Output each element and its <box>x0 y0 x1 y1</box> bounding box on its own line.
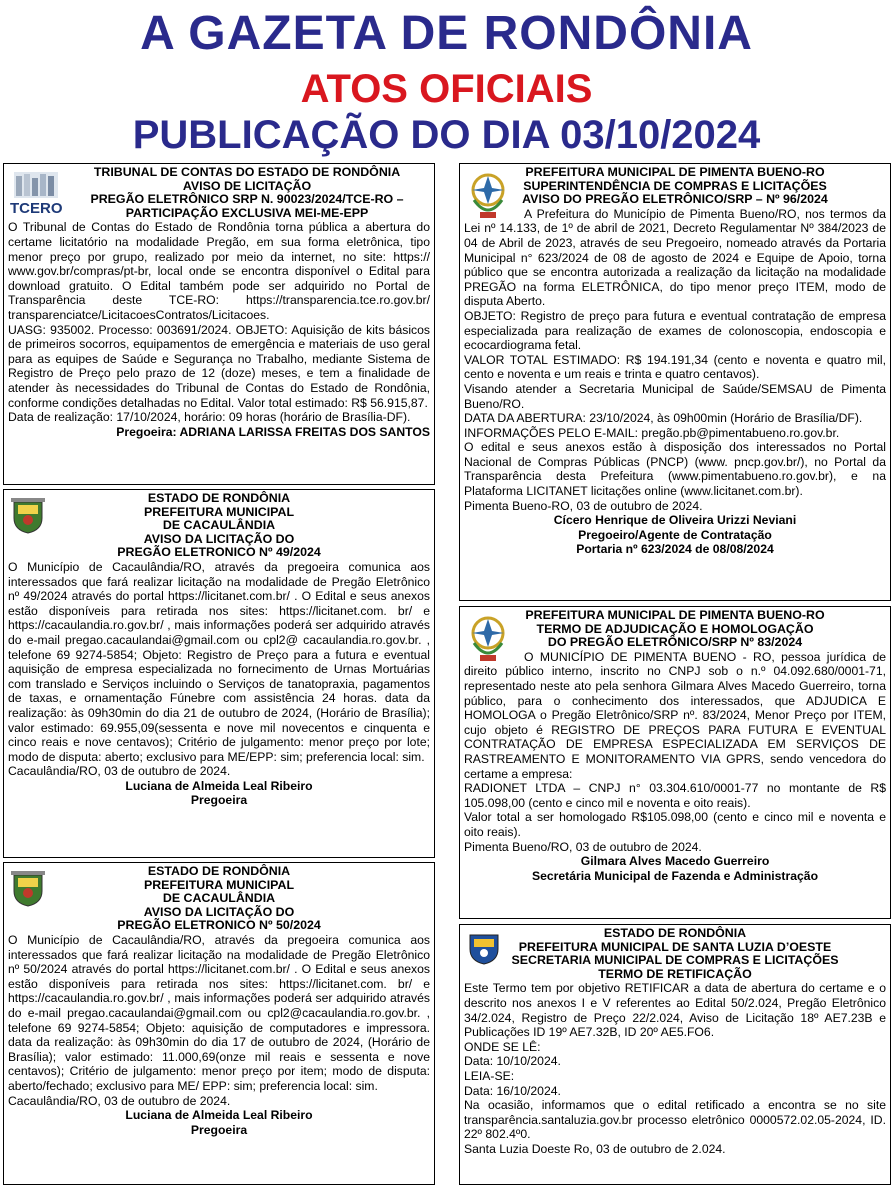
cac50-heading-4: AVISO DA LICITAÇÃO DO <box>143 904 295 919</box>
svg-text:TCERO: TCERO <box>10 200 63 217</box>
cac49-paragraph-2: Cacaulândia/RO, 03 de outubro de 2024. <box>8 764 231 779</box>
sl-paragraph-3: Data: 10/10/2024. <box>464 1054 561 1069</box>
cac50-heading-2: PREFEITURA MUNICIPAL <box>143 877 295 892</box>
pb96-paragraph-7: O edital e seus anexos estão à disposição dos interessados no Portal Nacional de Compras Públicas (PNCP) (www. pncp.gov.br/), no Portal da Transparência desta Prefeitura (www.pimentabueno.ro.gov.br), e na Plataforma LICITANET licitações online (www.licitanet.com.br). <box>464 440 886 499</box>
tcero-logo <box>8 170 64 218</box>
publication-date: PUBLICAÇÃO DO DIA 03/10/2024 <box>132 113 761 157</box>
tce-paragraph-3: Data de realização: 17/10/2024, horário: 09 horas (horário de Brasília-DF). <box>8 410 411 425</box>
cac50-paragraph-2: Cacaulândia/RO, 03 de outubro de 2024. <box>8 1093 231 1108</box>
cac50-heading-5: PREGÃO ELETRONICO Nº 50/2024 <box>117 918 321 933</box>
sl-paragraph-6: Na ocasião, informamos que o edital retificado a encontra se no site transparência.santaluzia.gov.br processo eletrônico 0000572.02.05-2024, ID. 22º 802.4º0. <box>464 1098 886 1142</box>
pb83-paragraph-4: Pimenta Bueno/RO, 03 de outubro de 2024. <box>464 839 702 854</box>
pb96-paragraph-4: Visando atender a Secretaria Municipal de Saúde/SEMSAU de Pimenta Bueno/RO. <box>464 381 886 411</box>
notice-tce <box>3 163 435 485</box>
pb96-heading-3: AVISO DO PREGÃO ELETRÔNICO/SRP – Nº 96/2024 <box>522 192 828 207</box>
pb83-heading-3: DO PREGÃO ELETRÔNICO/SRP Nº 83/2024 <box>547 635 803 650</box>
tce-heading-1: TRIBUNAL DE CONTAS DO ESTADO DE RONDÔNIA <box>93 165 401 179</box>
tce-heading-2: AVISO DE LICITAÇÃO <box>182 178 312 193</box>
sl-heading-2: PREFEITURA MUNICIPAL DE SANTA LUZIA D’OESTE <box>518 939 832 954</box>
cac49-signature-role: Pregoeira <box>190 793 248 808</box>
pb96-heading-1: PREFEITURA MUNICIPAL DE PIMENTA BUENO-RO <box>525 165 825 179</box>
pb83-paragraph-2: RADIONET LTDA – CNPJ n° 03.304.610/0001-77 no montante de R$ 105.098,00 (cento e cinco mil e noventa e oito reais). <box>464 781 886 810</box>
sl-paragraph-5: Data: 16/10/2024. <box>464 1083 561 1098</box>
pb83-heading-1: PREFEITURA MUNICIPAL DE PIMENTA BUENO-RO <box>525 608 825 622</box>
sl-paragraph-7: Santa Luzia Doeste Ro, 03 de outubro de 2.024. <box>464 1141 726 1156</box>
pb83-signature-role: Secretária Municipal de Fazenda e Administração <box>531 868 819 883</box>
cac49-heading-3: DE CACAULÂNDIA <box>162 518 276 533</box>
pb96-signature-role: Pregoeiro/Agente de Contratação <box>578 527 772 542</box>
tce-heading-3: PREGÃO ELETRÔNICO SRP N. 90023/2024/TCE-RO – <box>90 192 404 207</box>
cac49-heading-4: AVISO DA LICITAÇÃO DO <box>143 531 295 546</box>
cac49-heading-5: PREGÃO ELETRONICO Nº 49/2024 <box>117 545 321 560</box>
pb96-paragraph-6: INFORMAÇÕES PELO E-MAIL: pregão.pb@pimentabueno.ro.gov.br. <box>464 425 840 440</box>
cac49-signature-name: Luciana de Almeida Leal Ribeiro <box>125 778 313 793</box>
cac49-heading-2: PREFEITURA MUNICIPAL <box>143 504 295 519</box>
sl-heading-1: ESTADO DE RONDÔNIA <box>603 926 747 940</box>
pb96-paragraph-1: A Prefeitura do Município de Pimenta Bueno/RO, nos termos da Lei nº 14.133, de 1º de abril de 2021, Decreto Regulamentar Nº 384/2023 de 04 de Abril de 2023, através de seu Pregoeiro, nomeado através da Portaria Municipal n° 623/2024 de 08 de agosto de 2024 e Equipe de Apoio, torna público que se encontra autorizada a realização da licitação na modalidade PREGÃO na forma ELETRÔNICA, do tipo menor preço ITEM, modo de disputa Aberto. <box>464 206 886 309</box>
cacaulandia-crest-icon <box>8 496 48 534</box>
cac50-paragraph-1: O Município de Cacaulândia/RO, através da pregoeira comunica aos interessados que fará realizar licitação na modalidade de Pregão Eletrônico nº 50/2024 através do portal https://licitanet.com.br/ . O Edital e seus anexos estão disponíveis para retirada nos sites: https://licitanet.com. br/ e https://cacaulandia.ro.gov.br/ , mais informações poderá ser adquirido através do e-mail pregao.cacaulandai@gmail.com ou cpl2@cacaulandia.ro.gov.br. , telefone 69 9274-5854; Objeto: aquisição de computadores e impressora. data da realização: às 09h30min do dia 17 de outubro de 2024, (Horário de Brasília); valor estimado: 11.000,69(onze mil reais e sessenta e nove centavos); Critério de julgamento: menor preço por item; modo de disputa: aberto/fechado; exclusivo para ME/ EPP: sim; preferencia local: sim. <box>8 932 430 1093</box>
sl-heading-4: TERMO DE RETIFICAÇÃO <box>598 966 752 981</box>
pb96-signature-name: Cícero Henrique de Oliveira Urizzi Neviani <box>553 513 797 528</box>
pb83-heading-2: TERMO DE ADJUDICAÇÃO E HOMOLOGAÇÃO <box>536 621 814 636</box>
cac50-signature-role: Pregoeira <box>190 1122 248 1137</box>
sl-paragraph-2: ONDE SE LÊ: <box>464 1039 541 1054</box>
tce-heading-4: PARTICIPAÇÃO EXCLUSIVA MEI-ME-EPP <box>125 205 369 220</box>
pb83-signature-name: Gilmara Alves Macedo Guerreiro <box>580 854 770 869</box>
tce-signature: Pregoeira: ADRIANA LARISSA FREITAS DOS SANTOS <box>116 424 430 439</box>
sl-paragraph-1: Este Termo tem por objetivo RETIFICAR a data de abertura do certame e o descrito nos anexos I e V referentes ao Edital 50/2.024, Pregão Eletrônico 34/2.024, Registro de Preço 22/2.024, Aviso de Licitação 18º AE7.23B e Publicações ID 19º AE7.32B, ID 20º AE5.FO6. <box>464 981 886 1040</box>
sl-paragraph-4: LEIA-SE: <box>464 1068 515 1083</box>
pb96-paragraph-2: OBJETO: Registro de preço para futura e eventual contratação de empresa especializada para realização de exames de colonoscopia, endoscopia e ecocardiograma fetal. <box>464 308 886 353</box>
cac49-heading-1: ESTADO DE RONDÔNIA <box>147 491 291 505</box>
section-title: ATOS OFICIAIS <box>300 67 593 111</box>
pb96-paragraph-3: VALOR TOTAL ESTIMADO: R$ 194.191,34 (cento e noventa e quatro mil, cento e noventa e um reais e trinta e quatro centavos). <box>464 352 886 382</box>
cac50-heading-3: DE CACAULÂNDIA <box>162 891 276 906</box>
cac50-heading-1: ESTADO DE RONDÔNIA <box>147 864 291 878</box>
pb83-paragraph-1: O MUNICÍPIO DE PIMENTA BUENO - RO, pessoa jurídica de direito público interno, inscrito no CNPJ sob o n.º 04.092.680/0001-71, representado neste ato pela senhora Gilmara Alves Macedo Guerreiro, torna público, para o conhecimento dos interessados, que ADJUDICA E HOMOLOGA o Pregão Eletrônico/SRP nº. 83/2024, Menor Preço por ITEM, cujo objeto é REGISTRO DE PREÇOS PARA FUTURA E EVENTUAL CONTRATAÇÃO DE EMPRESA ESPECIALIZADA EM SERVIÇOS DE RASTREAMENTO E MONITORAMENTO VIA GPRS, sendo vencedora do certame a empresa: <box>464 649 886 781</box>
notice-santa-luzia <box>459 924 891 1185</box>
pb96-heading-2: SUPERINTENDÊNCIA DE COMPRAS E LICITAÇÕES <box>523 178 827 193</box>
notice-pimenta-bueno-96 <box>459 163 891 601</box>
newspaper-title: A GAZETA DE RONDÔNIA <box>140 7 753 60</box>
tce-paragraph-2: UASG: 935002. Processo: 003691/2024. OBJETO: Aquisição de kits básicos de primeiros socorros, equipamentos de emergência e materiais de uso geral para as equipes de Saúde e Segurança no Trabalho, mediante Sistema de Registro de Preço pelo prazo de 12 (doze) meses, e tem a finalidade de atender às necessidades do Tribunal de Contas do Estado de Rondônia, conforme condições detalhadas no Edital. Valor total estimado: R$ 56.915,87. <box>8 322 430 410</box>
santa-luzia-crest-icon <box>466 931 502 965</box>
notice-cacaulandia-49 <box>3 489 435 858</box>
notice-cacaulandia-50 <box>3 862 435 1185</box>
pb83-paragraph-3: Valor total a ser homologado R$105.098,00 (cento e cinco mil e noventa e oito reais). <box>464 810 886 839</box>
pb96-signature-portaria: Portaria nº 623/2024 de 08/08/2024 <box>576 542 774 557</box>
pb96-paragraph-8: Pimenta Bueno-RO, 03 de outubro de 2024. <box>464 498 703 513</box>
cac49-paragraph-1: O Município de Cacaulândia/RO, através da pregoeira comunica aos interessados que fará realizar licitação na modalidade de Pregão Eletrônico nº 49/2024 através do portal https://licitanet.com.br/ . O Edital e seus anexos estão disponíveis para retirada nos sites: https://licitanet.com. br/ e https://cacaulandia.ro.gov.br/ , mais informações poderá ser adquirido através do e-mail pregao.cacaulandai@gmail.com ou cpl2@ cacaulandia.ro.gov.br. , telefone 69 9274-5854; Objeto: Registro de Preço para a futura e eventual aquisição de empresa especializada no fornecimento de Urnas Mortuárias com translado e Serviços incluindo o Serviços de tanatopraxia, pagamentos de taxas, e ornamentação Fúnebre com assistência 24 horas. data da realização: às 09h30min do dia 21 de outubro de 2024, (Horário de Brasília); valor estimado: 69.955,09(sessenta e nove mil novecentos e cinquenta e cinco reais e nove centavos); Critério de julgamento: menor preço por lote; modo de disputa: aberto; exclusivo para ME/EPP: sim; preferencia local: sim. <box>8 559 430 764</box>
pimenta-bueno-crest-icon <box>468 170 508 222</box>
cacaulandia-crest-icon <box>8 869 48 907</box>
cac50-signature-name: Luciana de Almeida Leal Ribeiro <box>125 1108 313 1123</box>
notice-pimenta-bueno-83 <box>459 606 891 919</box>
tce-paragraph-1: O Tribunal de Contas do Estado de Rondônia torna pública a abertura do certame licitatório na modalidade Pregão, em sua forma eletrônica, tipo menor preço por grupo, realizado por meio da internet, no site: https:// www.gov.br/compras/pt-br, local onde se encontra disponível o Edital para download gratuito. O Edital também pode ser adquirido no Portal de Transparência deste TCE-RO: https://transparencia.tce.ro.gov.br/ transparenciatce/LicitacoesContratos/Licitacoes. <box>8 220 430 322</box>
sl-heading-3: SECRETARIA MUNICIPAL DE COMPRAS E LICITAÇÕES <box>511 953 839 968</box>
pimenta-bueno-crest-icon <box>468 613 508 665</box>
pb96-paragraph-5: DATA DA ABERTURA: 23/10/2024, às 09h00min (Horário de Brasília/DF). <box>464 411 863 426</box>
